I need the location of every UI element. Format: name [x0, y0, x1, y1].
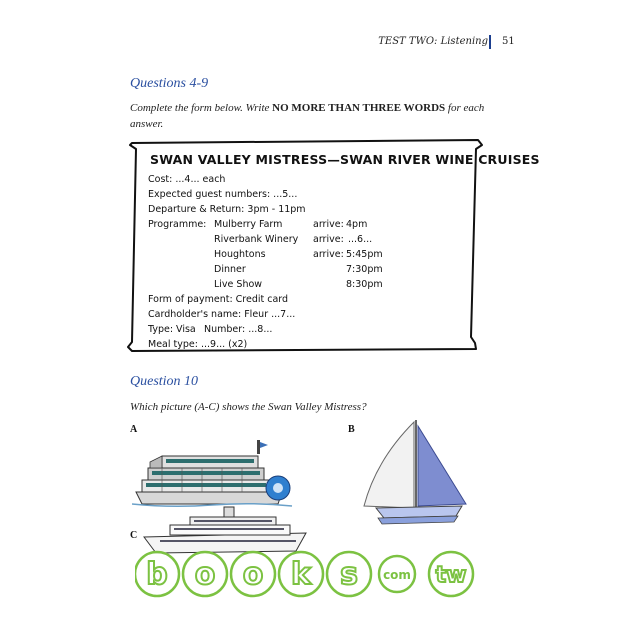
- header-divider: [489, 35, 491, 49]
- picture-c-label: C: [130, 530, 138, 541]
- payment-field: Form of payment: Credit card: [148, 294, 289, 305]
- instruction-pre: Complete the form below. Write: [130, 102, 273, 114]
- watermark-letter: o: [194, 557, 216, 592]
- meal-field: Meal type: ...9... (x2): [148, 339, 248, 350]
- watermark-com: com: [383, 568, 411, 582]
- watermark-letter: s: [340, 557, 358, 592]
- instruction-bold: NO MORE THAN THREE WORDS: [272, 102, 446, 114]
- sailboat-illustration: [358, 420, 478, 530]
- programme-place: Live Show: [214, 279, 263, 290]
- instruction-post: for each answer.: [130, 102, 485, 130]
- instructions: [130, 100, 490, 132]
- programme-label: Programme:: [148, 219, 207, 230]
- programme-arrive: arrive:: [313, 219, 344, 230]
- card-type-field: Type: Visa: [148, 324, 196, 335]
- programme-place: Dinner: [214, 264, 246, 275]
- guests-field: Expected guest numbers: ...5...: [148, 189, 298, 200]
- programme-arrive: arrive:: [313, 249, 344, 260]
- programme-arrive: arrive:: [313, 234, 344, 245]
- form-title: SWAN VALLEY MISTRESS—SWAN RIVER WINE CRUISES: [150, 152, 540, 167]
- cost-field: Cost: ...4... each: [148, 174, 226, 185]
- paddle-steamer-illustration: [132, 440, 302, 510]
- watermark-tw: tw: [435, 563, 467, 588]
- programme-time: 8:30pm: [346, 279, 383, 290]
- questions-4-9-heading: Questions 4-9: [130, 76, 209, 91]
- watermark-letter: o: [242, 557, 264, 592]
- programme-time: ...6...: [348, 234, 373, 245]
- books-watermark: [135, 540, 495, 610]
- cardholder-field: Cardholder's name: Fleur ...7...: [148, 309, 296, 320]
- card-number-field: Number: ...8...: [204, 324, 273, 335]
- programme-time: 5:45pm: [346, 249, 383, 260]
- departure-field: Departure & Return: 3pm - 11pm: [148, 204, 306, 215]
- question-10-heading: Question 10: [130, 374, 199, 389]
- running-header: TEST TWO: Listening: [378, 36, 488, 47]
- programme-time: 4pm: [346, 219, 368, 230]
- programme-place: Mulberry Farm: [214, 219, 283, 230]
- programme-place: Houghtons: [214, 249, 266, 260]
- programme-place: Riverbank Winery: [214, 234, 299, 245]
- question-10-text: Which picture (A-C) shows the Swan Valley Mistress?: [130, 401, 367, 413]
- programme-time: 7:30pm: [346, 264, 383, 275]
- picture-b-label: B: [348, 424, 355, 435]
- page-number: 51: [502, 36, 515, 47]
- booking-form: [148, 152, 540, 350]
- picture-a-label: A: [130, 424, 138, 435]
- watermark-letter: b: [146, 557, 168, 592]
- watermark-letter: k: [291, 557, 311, 592]
